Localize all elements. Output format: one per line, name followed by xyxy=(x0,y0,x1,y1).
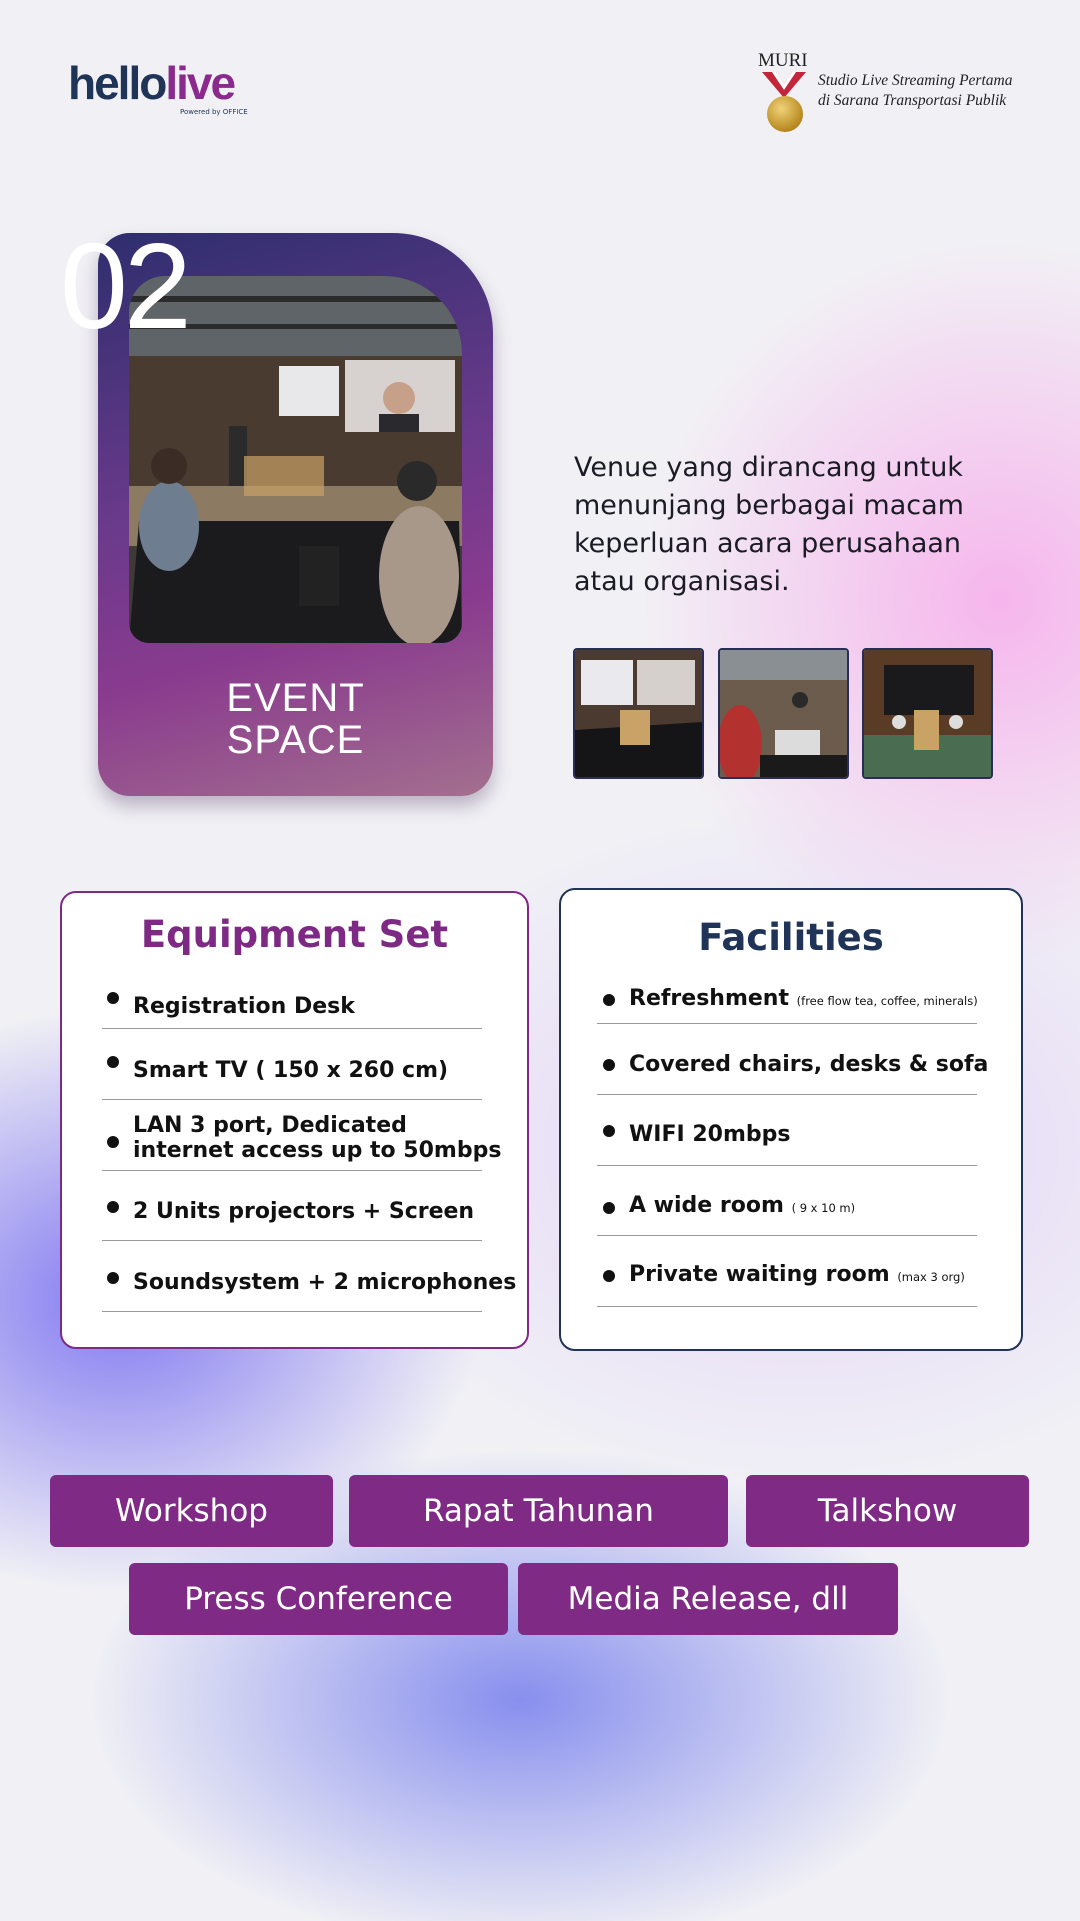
facility-label: A wide room xyxy=(629,1193,784,1218)
logo-tagline: Powered by OFFICE xyxy=(180,108,248,116)
facility-item: Covered chairs, desks & sofa xyxy=(629,1052,989,1077)
event-number: 02 xyxy=(60,218,188,354)
divider xyxy=(597,1165,977,1166)
equipment-item xyxy=(133,1113,501,1163)
gallery-thumbnail-3[interactable] xyxy=(862,648,993,779)
tag-talkshow[interactable]: Talkshow xyxy=(746,1475,1029,1547)
equipment-item-line-1: LAN 3 port, Dedicated xyxy=(133,1113,407,1138)
equipment-item: Registration Desk xyxy=(133,994,355,1019)
facility-item xyxy=(629,1193,855,1221)
equipment-item: 2 Units projectors + Screen xyxy=(133,1199,475,1224)
facility-note: (max 3 org) xyxy=(897,1270,965,1284)
divider xyxy=(102,1170,482,1171)
bullet-icon xyxy=(603,1270,615,1282)
bullet-icon xyxy=(107,992,119,1004)
event-title-line-1: EVENT xyxy=(226,676,365,720)
facility-item xyxy=(629,1262,965,1290)
divider xyxy=(597,1235,977,1236)
divider xyxy=(102,1240,482,1241)
divider xyxy=(102,1099,482,1100)
bullet-icon xyxy=(107,1272,119,1284)
gallery-thumbnail-2[interactable] xyxy=(718,648,849,779)
divider xyxy=(102,1311,482,1312)
divider xyxy=(597,1306,977,1307)
award-line-1: Studio Live Streaming Pertama xyxy=(818,72,1013,89)
logo-live-text: live xyxy=(165,57,235,109)
hellolive-logo[interactable] xyxy=(68,58,258,128)
equipment-item: Smart TV ( 150 x 260 cm) xyxy=(133,1058,449,1083)
bullet-icon xyxy=(107,1056,119,1068)
ribbon-icon xyxy=(762,72,806,98)
muri-label: MURI xyxy=(758,50,808,71)
bullet-icon xyxy=(107,1136,119,1148)
facilities-title: Facilities xyxy=(698,916,884,959)
event-title-line-2: SPACE xyxy=(226,718,365,762)
bullet-icon xyxy=(107,1201,119,1213)
divider xyxy=(597,1094,977,1095)
facility-note: ( 9 x 10 m) xyxy=(791,1201,856,1215)
award-line-2: di Sarana Transportasi Publik xyxy=(818,92,1007,109)
facility-label: Refreshment xyxy=(629,986,789,1011)
bullet-icon xyxy=(603,1125,615,1137)
equipment-item-line-2: internet access up to 50mbps xyxy=(133,1138,502,1163)
facilities-panel xyxy=(559,888,1023,1351)
tag-workshop[interactable]: Workshop xyxy=(50,1475,333,1547)
facility-item xyxy=(629,986,978,1014)
tag-media-release[interactable]: Media Release, dll xyxy=(518,1563,898,1635)
tag-press-conference[interactable]: Press Conference xyxy=(129,1563,508,1635)
facility-label: Private waiting room xyxy=(629,1262,890,1287)
bullet-icon xyxy=(603,994,615,1006)
event-description: Venue yang dirancang untuk menunjang berbagai macam keperluan acara perusahaan atau organisasi. xyxy=(574,452,964,597)
divider xyxy=(102,1028,482,1029)
facility-item: WIFI 20mbps xyxy=(629,1122,791,1147)
equipment-title: Equipment Set xyxy=(140,913,449,956)
bullet-icon xyxy=(603,1059,615,1071)
divider xyxy=(597,1023,977,1024)
bullet-icon xyxy=(603,1202,615,1214)
gallery-thumbnail-1[interactable] xyxy=(573,648,704,779)
facility-note: (free flow tea, coffee, minerals) xyxy=(796,994,978,1008)
medal-icon xyxy=(767,96,803,132)
muri-award xyxy=(758,50,1058,140)
equipment-item: Soundsystem + 2 microphones xyxy=(133,1270,517,1295)
event-title xyxy=(98,677,493,761)
logo-hello-text: hello xyxy=(68,57,166,109)
tag-rapat-tahunan[interactable]: Rapat Tahunan xyxy=(349,1475,728,1547)
equipment-panel xyxy=(60,891,529,1349)
